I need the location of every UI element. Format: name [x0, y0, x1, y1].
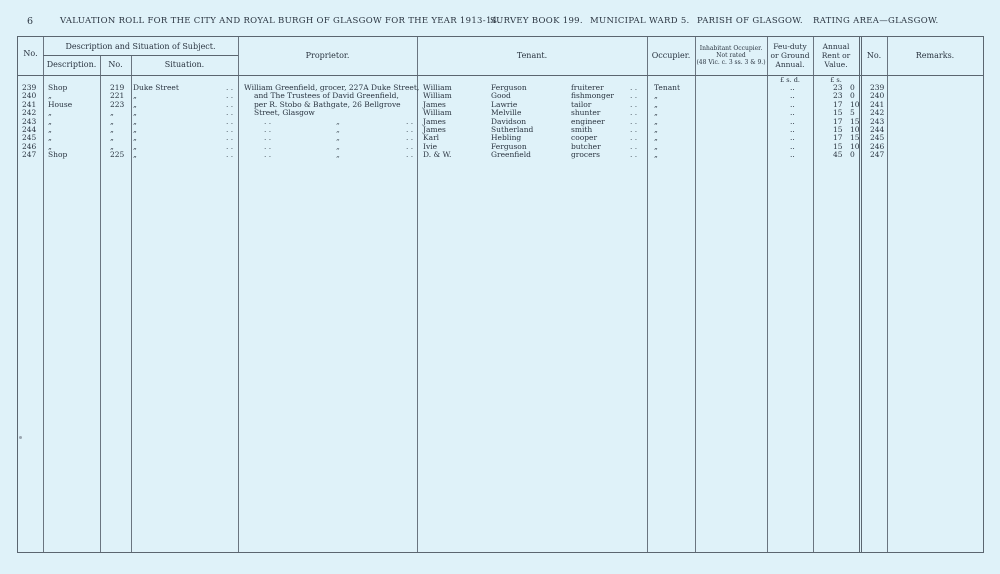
row-trade: fishmonger — [571, 91, 614, 101]
row-feu: .. — [790, 99, 795, 109]
row-situation: „ — [133, 91, 137, 101]
row-tenant-first: William — [423, 91, 452, 101]
row-situation: „ — [133, 133, 137, 143]
row-no: 239 — [22, 83, 37, 92]
row-trade: engineer — [571, 116, 605, 126]
row-occupier: „ — [654, 141, 658, 151]
row-no: 247 — [22, 150, 37, 160]
row-shillings: 15 — [850, 133, 860, 143]
leader-dots: . . — [630, 83, 638, 92]
row-feu: .. — [790, 133, 795, 143]
col-feu-2: or Ground — [770, 51, 810, 60]
proprietor-ditto: „ — [336, 116, 340, 126]
row-situation: „ — [133, 150, 137, 160]
col-situation: Situation. — [164, 60, 205, 69]
col-occupier: Occupier. — [651, 51, 691, 60]
row-occupier: „ — [654, 91, 658, 101]
row-number: „ — [110, 125, 114, 134]
leader-dots: . . — [630, 141, 638, 151]
leader-dots: . . — [406, 133, 414, 143]
row-pounds: 15 — [833, 125, 843, 134]
row-situation: „ — [133, 125, 137, 134]
row-trade: fruiterer — [571, 83, 604, 92]
leader-dots: . . — [630, 133, 638, 143]
row-tenant-first: Ivie — [423, 141, 438, 151]
row-tenant-last: Davidson — [491, 116, 527, 126]
row-number: 225 — [110, 150, 125, 160]
col-annual-2: Rent or — [821, 51, 851, 60]
row-tenant-first: William — [423, 83, 452, 92]
row-description: „ — [48, 125, 52, 134]
municipal-ward: MUNICIPAL WARD 5. — [590, 16, 690, 26]
row-no-right: 245 — [870, 133, 885, 143]
col-inhabitant-2: Not rated — [716, 52, 746, 59]
row-pounds: 45 — [833, 150, 843, 160]
leader-dots: . . — [226, 91, 234, 101]
row-feu: .. — [790, 150, 795, 160]
leader-dots: . . — [264, 116, 272, 126]
col-divider — [43, 37, 44, 552]
row-feu: .. — [790, 83, 795, 92]
row-number: 221 — [110, 91, 125, 101]
leader-dots: . . — [406, 116, 414, 126]
page-header — [0, 16, 1000, 30]
row-occupier: „ — [654, 116, 658, 126]
margin-mark — [19, 436, 22, 439]
row-tenant-last: Hebling — [491, 133, 522, 143]
row-situation: „ — [133, 99, 137, 109]
row-tenant-last: Greenfield — [491, 150, 531, 160]
row-description: Shop — [48, 150, 68, 160]
row-description: „ — [48, 91, 52, 101]
row-tenant-first: D. & W. — [423, 150, 452, 160]
leader-dots: . . — [264, 133, 272, 143]
leader-dots: . . — [226, 99, 234, 109]
col-tenant: Tenant. — [516, 51, 548, 60]
row-occupier: „ — [654, 133, 658, 143]
row-shillings: 10 — [850, 99, 860, 109]
row-shillings: 0 — [850, 150, 855, 160]
col-divider — [238, 37, 239, 552]
feu-units: £ s. d. — [780, 76, 800, 84]
row-no: 241 — [22, 99, 37, 109]
row-occupier: „ — [654, 150, 658, 160]
row-description: „ — [48, 108, 52, 118]
row-no-right: 243 — [870, 116, 885, 126]
col-divider — [767, 37, 768, 552]
col-feu-1: Feu-duty — [773, 42, 807, 51]
col-feu-3: Annual. — [775, 60, 805, 69]
col-no: No. — [23, 49, 38, 58]
row-tenant-last: Good — [491, 91, 511, 101]
row-description: House — [48, 99, 73, 109]
row-tenant-last: Lawrie — [491, 99, 518, 109]
row-tenant-last: Ferguson — [491, 141, 527, 151]
proprietor-ditto: „ — [336, 133, 340, 143]
row-tenant-first: James — [423, 125, 446, 134]
page-number: 6 — [27, 16, 34, 27]
row-pounds: 15 — [833, 141, 843, 151]
row-tenant-first: Karl — [423, 133, 440, 143]
row-description: „ — [48, 133, 52, 143]
survey-book: SURVEY BOOK 199. — [490, 16, 583, 26]
row-trade: smith — [571, 125, 593, 134]
col-divider — [417, 37, 418, 552]
leader-dots: . . — [226, 141, 234, 151]
proprietor-line: Street, Glasgow — [254, 108, 315, 118]
leader-dots: . . — [226, 125, 234, 134]
proprietor-line: per R. Stobo & Bathgate, 26 Bellgrove — [254, 99, 401, 109]
leader-dots: . . — [630, 125, 638, 134]
row-no: 242 — [22, 108, 37, 118]
col-no-right: No. — [866, 51, 882, 60]
proprietor-ditto: „ — [336, 141, 340, 151]
row-no-right: 244 — [870, 125, 885, 134]
col-divider — [813, 37, 814, 552]
row-feu: .. — [790, 108, 795, 118]
row-shillings: 0 — [850, 91, 855, 101]
row-situation: „ — [133, 141, 137, 151]
row-tenant-last: Ferguson — [491, 83, 527, 92]
row-feu: .. — [790, 125, 795, 134]
row-pounds: 17 — [833, 116, 843, 126]
row-feu: .. — [790, 91, 795, 101]
row-description: Shop — [48, 83, 68, 92]
row-no-right: 242 — [870, 108, 885, 118]
leader-dots: . . — [226, 133, 234, 143]
leader-dots: . . — [630, 91, 638, 101]
row-situation: Duke Street — [133, 83, 179, 92]
proprietor-ditto: „ — [336, 150, 340, 160]
row-trade: butcher — [571, 141, 601, 151]
row-occupier: „ — [654, 99, 658, 109]
row-occupier: Tenant — [654, 83, 681, 92]
row-no-right: 246 — [870, 141, 885, 151]
col-remarks: Remarks. — [915, 51, 955, 60]
row-pounds: 17 — [833, 133, 843, 143]
row-occupier: „ — [654, 125, 658, 134]
row-no-right: 241 — [870, 99, 885, 109]
leader-dots: . . — [264, 141, 272, 151]
leader-dots: . . — [406, 125, 414, 134]
row-tenant-first: James — [423, 116, 446, 126]
row-shillings: 15 — [850, 116, 860, 126]
proprietor-line: William Greenfield, grocer, 227A Duke Street, — [244, 83, 420, 92]
row-no-right: 239 — [870, 83, 885, 92]
row-shillings: 10 — [850, 125, 860, 134]
col-divider — [100, 55, 101, 552]
annual-units: £ s. — [830, 76, 842, 84]
col-desc-group: Description and Situation of Subject. — [65, 42, 216, 51]
row-pounds: 17 — [833, 99, 843, 109]
row-tenant-last: Melville — [491, 108, 522, 118]
leader-dots: . . — [226, 116, 234, 126]
col-proprietor: Proprietor. — [305, 51, 350, 60]
roll-title: VALUATION ROLL FOR THE CITY AND ROYAL BURGH OF GLASGOW FOR THE YEAR 1913-14. — [60, 16, 501, 26]
row-description: „ — [48, 116, 52, 126]
row-shillings: 0 — [850, 83, 855, 92]
row-no: 246 — [22, 141, 37, 151]
row-number: „ — [110, 116, 114, 126]
row-description: „ — [48, 141, 52, 151]
col-divider — [887, 37, 888, 552]
row-pounds: 23 — [833, 83, 843, 92]
leader-dots: . . — [630, 99, 638, 109]
row-no-right: 247 — [870, 150, 885, 160]
row-trade: cooper — [571, 133, 598, 143]
leader-dots: . . — [406, 150, 414, 160]
row-divider — [43, 55, 238, 56]
row-no: 240 — [22, 91, 37, 101]
row-shillings: 5 — [850, 108, 855, 118]
row-pounds: 15 — [833, 108, 843, 118]
row-trade: tailor — [571, 99, 592, 109]
rating-area: RATING AREA—GLASGOW. — [813, 16, 939, 26]
valuation-table — [17, 36, 984, 553]
row-number: „ — [110, 108, 114, 118]
row-situation: „ — [133, 108, 137, 118]
row-feu: .. — [790, 141, 795, 151]
col-divider — [859, 37, 862, 552]
leader-dots: . . — [226, 83, 234, 92]
leader-dots: . . — [630, 116, 638, 126]
leader-dots: . . — [630, 150, 638, 160]
row-tenant-first: James — [423, 99, 446, 109]
leader-dots: . . — [406, 141, 414, 151]
row-no: 244 — [22, 125, 37, 134]
col-divider — [647, 37, 648, 552]
row-number: 219 — [110, 83, 125, 92]
row-pounds: 23 — [833, 91, 843, 101]
col-inhabitant-3: (48 Vic. c. 3 ss. 3 & 9.) — [696, 59, 766, 66]
col-annual-3: Value. — [824, 60, 848, 69]
row-shillings: 10 — [850, 141, 860, 151]
col-description: Description. — [46, 60, 97, 69]
leader-dots: . . — [264, 125, 272, 134]
leader-dots: . . — [630, 108, 638, 118]
row-trade: grocers — [571, 150, 600, 160]
col-inhabitant-1: Inhabitant Occupier. — [699, 45, 763, 52]
row-number: 223 — [110, 99, 125, 109]
leader-dots: . . — [264, 150, 272, 160]
row-tenant-first: William — [423, 108, 452, 118]
parish: PARISH OF GLASGOW. — [697, 16, 803, 26]
col-annual-1: Annual — [822, 42, 850, 51]
row-no-right: 240 — [870, 91, 885, 101]
row-number: „ — [110, 141, 114, 151]
col-divider — [131, 55, 132, 552]
row-feu: .. — [790, 116, 795, 126]
col-desc-no: No. — [108, 60, 123, 69]
row-trade: shunter — [571, 108, 601, 118]
leader-dots: . . — [226, 108, 234, 118]
col-divider — [695, 37, 696, 552]
row-tenant-last: Sutherland — [491, 125, 534, 134]
proprietor-line: and The Trustees of David Greenfield, — [254, 91, 399, 101]
row-occupier: „ — [654, 108, 658, 118]
leader-dots: . . — [226, 150, 234, 160]
proprietor-ditto: „ — [336, 125, 340, 134]
row-situation: „ — [133, 116, 137, 126]
row-no: 245 — [22, 133, 37, 143]
row-no: 243 — [22, 116, 37, 126]
row-number: „ — [110, 133, 114, 143]
